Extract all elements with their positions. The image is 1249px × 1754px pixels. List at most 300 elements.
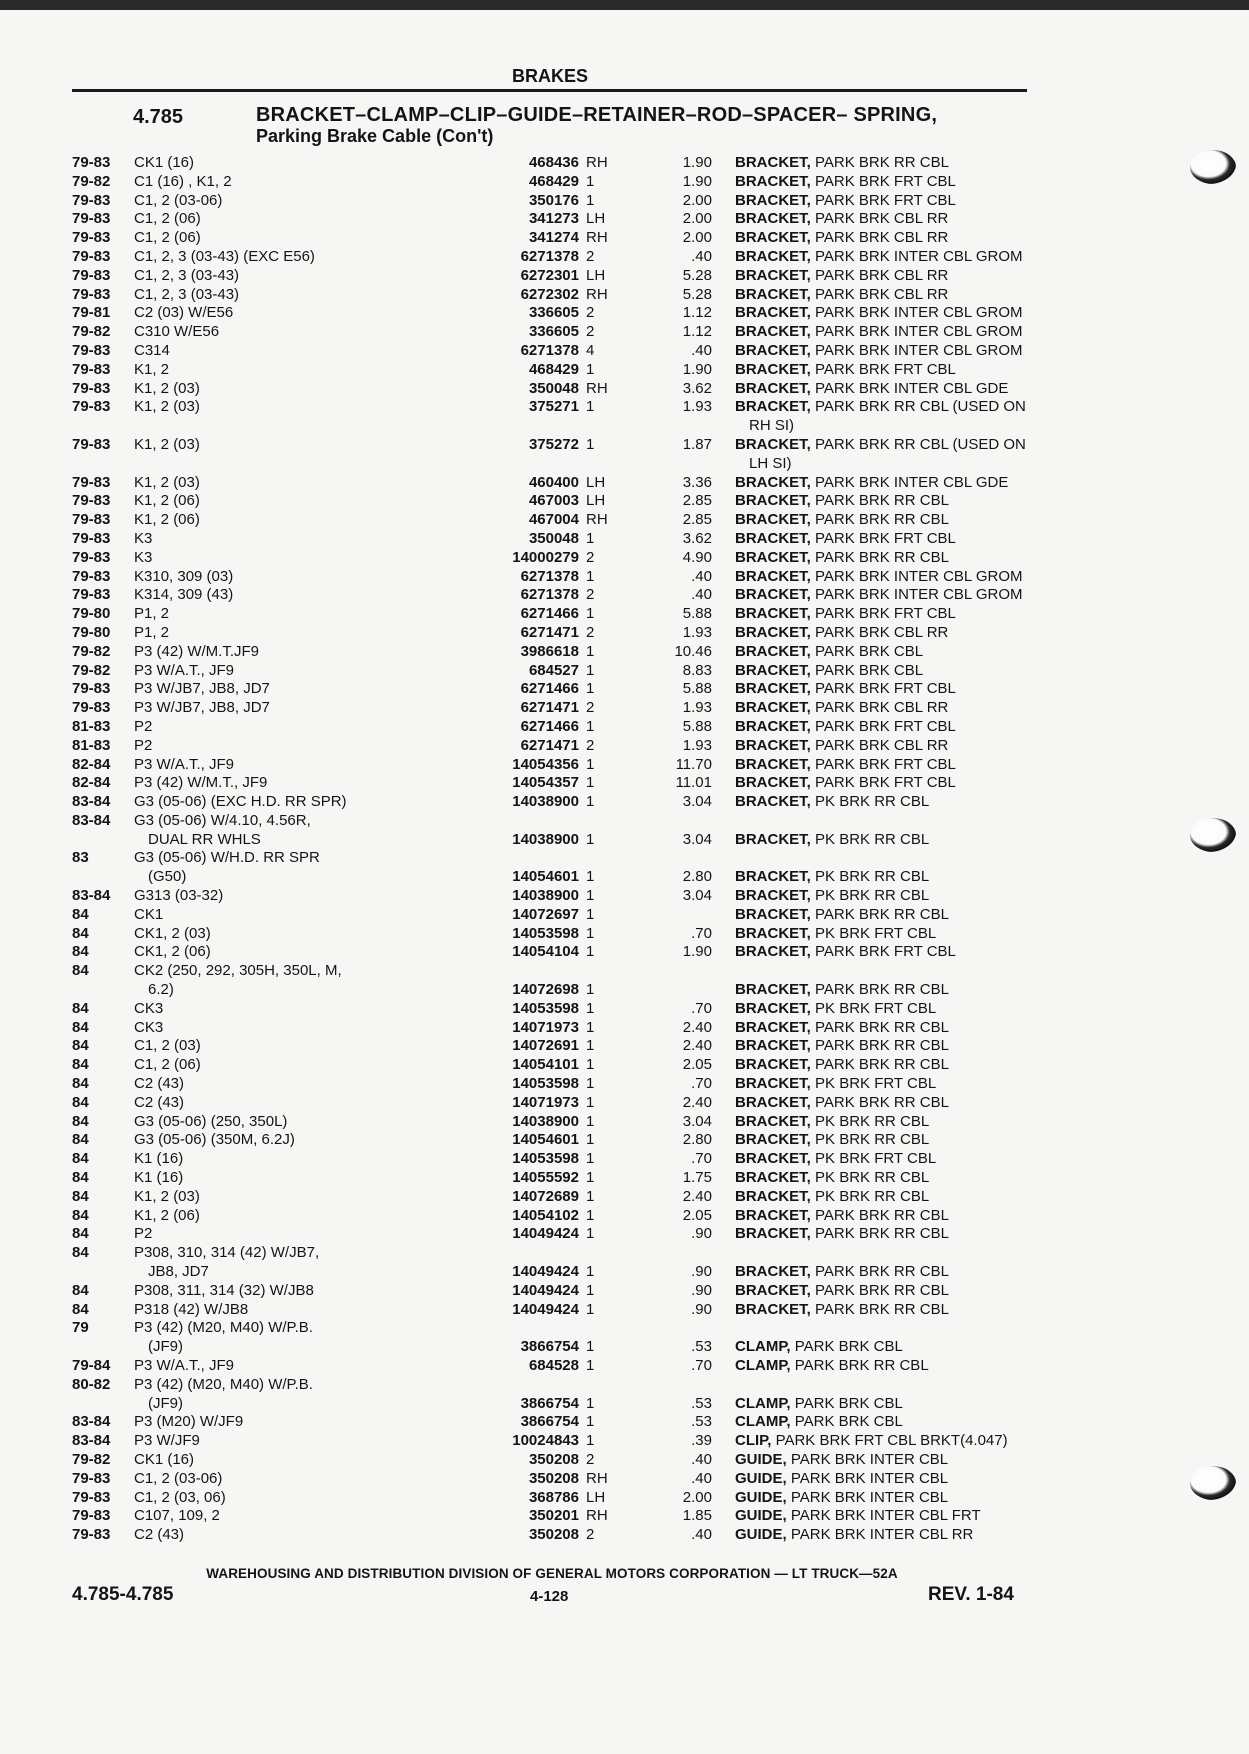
- part-row: [72, 887, 1062, 906]
- part-number: 14053598: [512, 999, 579, 1017]
- part-description: BRACKET, PARK BRK FRT CBL: [735, 172, 956, 190]
- part-number: 6272301: [520, 266, 579, 284]
- quantity: LH: [586, 492, 606, 510]
- part-number: 14038900: [512, 830, 579, 848]
- part-number: 14049424: [512, 1263, 579, 1281]
- part-number: 6271471: [520, 699, 579, 717]
- part-number: 6271471: [520, 623, 579, 641]
- part-number: 3866754: [520, 1338, 579, 1356]
- part-type: BRACKET,: [735, 1056, 811, 1074]
- part-number: 350208: [528, 1450, 579, 1468]
- part-description: BRACKET, PK BRK RR CBL: [735, 1169, 930, 1187]
- price: 2.05: [682, 1056, 712, 1074]
- model-year: 79-83: [72, 266, 111, 284]
- part-description: BRACKET, PARK BRK RR CBL: [735, 905, 949, 923]
- model-applicability: P3 (42) (M20, M40) W/P.B. (JF9): [134, 1375, 313, 1412]
- part-row: [72, 1451, 1062, 1470]
- quantity: RH: [586, 1469, 608, 1487]
- part-row: [72, 1207, 1062, 1226]
- part-row: [72, 210, 1062, 229]
- quantity: 2: [586, 736, 595, 754]
- quantity: 2: [586, 548, 595, 566]
- model-applicability: C2 (43): [134, 1526, 185, 1544]
- part-number: 468429: [528, 360, 579, 378]
- part-number: 375272: [528, 435, 579, 453]
- part-number: 14038900: [512, 1112, 579, 1130]
- part-description: BRACKET, PK BRK RR CBL: [735, 1187, 930, 1205]
- model-applicability: K1, 2 (03): [134, 1187, 200, 1205]
- part-row: [72, 173, 1062, 192]
- part-description: BRACKET, PARK BRK INTER CBL GDE: [735, 473, 1009, 491]
- part-number: 6271378: [520, 567, 579, 585]
- part-row: [72, 380, 1062, 399]
- price: .90: [691, 1281, 712, 1299]
- part-description: BRACKET, PARK BRK RR CBL: [735, 1281, 949, 1299]
- part-number: 350048: [528, 529, 579, 547]
- part-type: BRACKET,: [735, 323, 811, 341]
- quantity: 1: [586, 755, 595, 773]
- price: .53: [691, 1394, 712, 1412]
- part-type: GUIDE,: [735, 1469, 787, 1487]
- part-number: 460400: [528, 473, 579, 491]
- model-applicability: CK2 (250, 292, 305H, 350L, M, 6.2): [134, 962, 342, 999]
- price: 2.00: [682, 229, 712, 247]
- part-number: 6271378: [520, 341, 579, 359]
- model-applicability: CK1 (16): [134, 154, 195, 171]
- model-applicability: G3 (05-06) (250, 350L): [134, 1112, 288, 1130]
- part-number: 14054104: [512, 943, 579, 961]
- part-type: BRACKET,: [735, 1018, 811, 1036]
- price: .40: [691, 1469, 712, 1487]
- quantity: 1: [586, 830, 595, 848]
- model-year: 79-82: [72, 1450, 111, 1468]
- part-row: [72, 718, 1062, 737]
- quantity: 1: [586, 1093, 595, 1111]
- model-year: 84: [72, 1056, 89, 1074]
- model-applicability: K1, 2 (06): [134, 1206, 200, 1224]
- model-year: 81-83: [72, 736, 111, 754]
- quantity: 1: [586, 567, 595, 585]
- part-description: BRACKET, PARK BRK RR CBL: [735, 1018, 949, 1036]
- price: .40: [691, 567, 712, 585]
- part-type: BRACKET,: [735, 1037, 811, 1055]
- price: 5.28: [682, 266, 712, 284]
- part-type: BRACKET,: [735, 981, 811, 999]
- model-year: 84: [72, 1225, 89, 1243]
- model-year: 84: [72, 943, 89, 961]
- model-applicability: C1 (16) , K1, 2: [134, 172, 232, 190]
- part-description: BRACKET, PARK BRK FRT CBL: [735, 774, 956, 792]
- part-type: BRACKET,: [735, 1187, 811, 1205]
- part-number: 14000279: [512, 548, 579, 566]
- part-number: 14054101: [512, 1056, 579, 1074]
- price: .40: [691, 341, 712, 359]
- price: 10.46: [674, 642, 712, 660]
- quantity: 1: [586, 1357, 595, 1374]
- part-row: [72, 304, 1062, 323]
- price: 1.75: [682, 1169, 712, 1187]
- part-row: [72, 1037, 1062, 1056]
- part-number: 350208: [528, 1526, 579, 1544]
- price: .40: [691, 1450, 712, 1468]
- model-year: 84: [72, 1187, 89, 1205]
- model-year: 79-83: [72, 341, 111, 359]
- part-description: BRACKET, PARK BRK CBL RR: [735, 623, 949, 641]
- part-number: 14054102: [512, 1206, 579, 1224]
- part-number: 350048: [528, 379, 579, 397]
- quantity: 1: [586, 1206, 595, 1224]
- model-applicability: K1, 2 (06): [134, 492, 200, 510]
- part-number: 14072691: [512, 1037, 579, 1055]
- part-row: [72, 1301, 1062, 1320]
- part-number: 6271378: [520, 586, 579, 604]
- part-row: [72, 906, 1062, 925]
- part-row: [72, 737, 1062, 756]
- model-applicability: C1, 2 (03): [134, 1037, 201, 1055]
- model-applicability: C1, 2, 3 (03-43): [134, 285, 240, 303]
- model-year: 79-83: [72, 473, 111, 491]
- price: 1.93: [682, 623, 712, 641]
- model-applicability: K1, 2 (03): [134, 398, 200, 416]
- part-row: [72, 1357, 1062, 1376]
- model-applicability: K1, 2 (03): [134, 435, 200, 453]
- price: 2.05: [682, 1206, 712, 1224]
- part-row: [72, 1413, 1062, 1432]
- part-description: BRACKET, PK BRK FRT CBL: [735, 1150, 937, 1168]
- part-row: [72, 492, 1062, 511]
- model-year: 84: [72, 962, 89, 980]
- price: 8.83: [682, 661, 712, 679]
- part-row: [72, 398, 1062, 436]
- part-type: BRACKET,: [735, 1131, 811, 1149]
- part-row: [72, 511, 1062, 530]
- model-year: 84: [72, 1281, 89, 1299]
- model-applicability: C1, 2 (03-06): [134, 191, 223, 209]
- part-row: [72, 1225, 1062, 1244]
- price: 1.85: [682, 1507, 712, 1525]
- model-year: 79-83: [72, 586, 111, 604]
- part-type: GUIDE,: [735, 1450, 787, 1468]
- model-applicability: P3 W/JB7, JB8, JD7: [134, 680, 270, 698]
- quantity: 4: [586, 341, 595, 359]
- quantity: 1: [586, 905, 595, 923]
- part-description: CLAMP, PARK BRK RR CBL: [735, 1357, 929, 1374]
- model-applicability: P3 W/A.T., JF9: [134, 755, 235, 773]
- part-type: BRACKET,: [735, 229, 811, 247]
- part-row: [72, 568, 1062, 587]
- model-year: 84: [72, 1112, 89, 1130]
- part-type: BRACKET,: [735, 623, 811, 641]
- price: 1.90: [682, 360, 712, 378]
- model-year: 79-83: [72, 1507, 111, 1525]
- part-number: 3866754: [520, 1413, 579, 1431]
- part-description: BRACKET, PK BRK RR CBL: [735, 793, 930, 811]
- price: 11.70: [675, 755, 712, 773]
- model-year: 79-83: [72, 247, 111, 265]
- part-type: BRACKET,: [735, 830, 811, 848]
- quantity: 1: [586, 360, 595, 378]
- price: .53: [691, 1338, 712, 1356]
- part-number: 6271466: [520, 605, 579, 623]
- quantity: 1: [586, 1225, 595, 1243]
- price: 1.90: [682, 172, 712, 190]
- part-row: [72, 323, 1062, 342]
- quantity: RH: [586, 511, 608, 529]
- quantity: 1: [586, 981, 595, 999]
- part-description: BRACKET, PARK BRK FRT CBL: [735, 191, 956, 209]
- part-number: 14072698: [512, 981, 579, 999]
- part-type: BRACKET,: [735, 868, 811, 886]
- model-year: 83-84: [72, 887, 111, 905]
- part-type: BRACKET,: [735, 1075, 811, 1093]
- part-type: BRACKET,: [735, 1225, 811, 1243]
- quantity: LH: [586, 266, 606, 284]
- model-applicability: K1 (16): [134, 1169, 184, 1187]
- part-number: 14054357: [512, 774, 579, 792]
- binder-hole: [1190, 150, 1236, 184]
- part-description: BRACKET, PK BRK RR CBL: [735, 887, 930, 905]
- model-year: 79-82: [72, 642, 111, 660]
- part-type: GUIDE,: [735, 1488, 787, 1506]
- quantity: 1: [586, 1300, 595, 1318]
- part-type: GUIDE,: [735, 1526, 787, 1544]
- part-type: BRACKET,: [735, 1112, 811, 1130]
- part-type: BRACKET,: [735, 717, 811, 735]
- model-year: 79-80: [72, 605, 111, 623]
- part-type: BRACKET,: [735, 247, 811, 265]
- part-type: BRACKET,: [735, 492, 811, 510]
- part-row: [72, 1470, 1062, 1489]
- part-type: BRACKET,: [735, 172, 811, 190]
- quantity: 1: [586, 1075, 595, 1093]
- model-year: 79-83: [72, 1526, 111, 1544]
- part-type: CLIP,: [735, 1432, 772, 1450]
- quantity: 1: [586, 529, 595, 547]
- quantity: 1: [586, 793, 595, 811]
- part-type: BRACKET,: [735, 341, 811, 359]
- part-number: 341273: [528, 210, 579, 228]
- quantity: 1: [586, 924, 595, 942]
- price: 3.62: [682, 379, 712, 397]
- model-applicability: G313 (03-32): [134, 887, 224, 905]
- part-row: [72, 1131, 1062, 1150]
- footer-division: WAREHOUSING AND DISTRIBUTION DIVISION OF GENERAL MOTORS CORPORATION — LT TRUCK—52A: [206, 1566, 898, 1581]
- model-applicability: K1 (16): [134, 1150, 184, 1168]
- part-description: BRACKET, PARK BRK INTER CBL GROM: [735, 586, 1023, 604]
- price: .70: [691, 1150, 712, 1168]
- model-year: 84: [72, 905, 89, 923]
- part-description: GUIDE, PARK BRK INTER CBL FRT: [735, 1507, 981, 1525]
- part-type: BRACKET,: [735, 529, 811, 547]
- price: 2.40: [682, 1093, 712, 1111]
- part-row: [72, 925, 1062, 944]
- part-row: [72, 192, 1062, 211]
- part-type: BRACKET,: [735, 1281, 811, 1299]
- model-applicability: P1, 2: [134, 623, 170, 641]
- model-year: 79-81: [72, 304, 111, 322]
- part-type: BRACKET,: [735, 1093, 811, 1111]
- quantity: 1: [586, 1037, 595, 1055]
- part-row: [72, 699, 1062, 718]
- part-type: BRACKET,: [735, 1206, 811, 1224]
- part-description: BRACKET, PK BRK FRT CBL: [735, 999, 937, 1017]
- part-description: BRACKET, PARK BRK RR CBL: [735, 548, 949, 566]
- part-row: [72, 1000, 1062, 1019]
- model-applicability: C2 (03) W/E56: [134, 304, 234, 322]
- quantity: 1: [586, 1263, 595, 1281]
- part-description: BRACKET, PARK BRK RR CBL: [735, 1037, 949, 1055]
- part-number: 14053598: [512, 1075, 579, 1093]
- part-number: 336605: [528, 323, 579, 341]
- model-applicability: CK1: [134, 905, 164, 923]
- part-type: BRACKET,: [735, 511, 811, 529]
- part-description: BRACKET, PARK BRK INTER CBL GDE: [735, 379, 1009, 397]
- part-number: 468436: [528, 154, 579, 171]
- part-row: [72, 342, 1062, 361]
- part-row: [72, 474, 1062, 493]
- part-type: BRACKET,: [735, 661, 811, 679]
- part-description: BRACKET, PARK BRK RR CBL: [735, 511, 949, 529]
- part-description: CLAMP, PARK BRK CBL: [735, 1394, 903, 1412]
- part-number: 3986618: [520, 642, 579, 660]
- part-number: 14071973: [512, 1093, 579, 1111]
- part-description: BRACKET, PARK BRK CBL RR: [735, 699, 949, 717]
- model-applicability: CK1 (16): [134, 1450, 195, 1468]
- part-number: 6271466: [520, 717, 579, 735]
- part-row: [72, 1075, 1062, 1094]
- part-row: [72, 229, 1062, 248]
- quantity: 1: [586, 999, 595, 1017]
- part-number: 375271: [528, 398, 579, 416]
- model-year: 79-82: [72, 172, 111, 190]
- quantity: 1: [586, 1338, 595, 1356]
- part-type: BRACKET,: [735, 435, 811, 453]
- part-number: 684527: [528, 661, 579, 679]
- part-number: 341274: [528, 229, 579, 247]
- model-applicability: C1, 2, 3 (03-43) (EXC E56): [134, 247, 315, 265]
- quantity: 2: [586, 247, 595, 265]
- section-number: 4.785: [133, 106, 184, 128]
- price: 3.62: [682, 529, 712, 547]
- model-applicability: P1, 2: [134, 605, 170, 623]
- quantity: 1: [586, 172, 595, 190]
- part-number: 6272302: [520, 285, 579, 303]
- part-type: BRACKET,: [735, 999, 811, 1017]
- part-row: [72, 361, 1062, 380]
- part-description: BRACKET, PK BRK RR CBL: [735, 1131, 930, 1149]
- model-year: 79-83: [72, 229, 111, 247]
- quantity: 1: [586, 642, 595, 660]
- part-type: GUIDE,: [735, 1507, 787, 1525]
- price: 2.85: [682, 511, 712, 529]
- part-number: 14053598: [512, 924, 579, 942]
- part-description: BRACKET, PK BRK RR CBL: [735, 1112, 930, 1130]
- quantity: 2: [586, 1526, 595, 1544]
- model-applicability: K1, 2 (06): [134, 511, 200, 529]
- price: 2.00: [682, 210, 712, 228]
- model-applicability: K3: [134, 529, 153, 547]
- part-description: BRACKET, PK BRK RR CBL: [735, 830, 930, 848]
- model-applicability: C2 (43): [134, 1093, 185, 1111]
- price: 1.12: [682, 323, 712, 341]
- part-number: 14072697: [512, 905, 579, 923]
- quantity: RH: [586, 154, 608, 171]
- part-description: BRACKET, PARK BRK CBL RR: [735, 266, 949, 284]
- part-number: 14072689: [512, 1187, 579, 1205]
- part-type: BRACKET,: [735, 266, 811, 284]
- price: 1.93: [682, 398, 712, 416]
- part-number: 3866754: [520, 1394, 579, 1412]
- part-row: [72, 1150, 1062, 1169]
- part-number: 10024843: [512, 1432, 579, 1450]
- model-year: 79-83: [72, 435, 111, 453]
- part-description: BRACKET, PARK BRK FRT CBL: [735, 529, 956, 547]
- model-applicability: C1, 2 (03-06): [134, 1469, 223, 1487]
- quantity: RH: [586, 229, 608, 247]
- part-row: [72, 643, 1062, 662]
- model-year: 79-83: [72, 548, 111, 566]
- part-description: CLAMP, PARK BRK CBL: [735, 1413, 903, 1431]
- part-description: BRACKET, PARK BRK RR CBL: [735, 981, 949, 999]
- quantity: LH: [586, 210, 606, 228]
- price: 11.01: [675, 774, 712, 792]
- model-year: 79-83: [72, 699, 111, 717]
- part-type: BRACKET,: [735, 548, 811, 566]
- part-description: BRACKET, PARK BRK RR CBL: [735, 492, 949, 510]
- part-row: [72, 624, 1062, 643]
- part-row: [72, 1094, 1062, 1113]
- model-year: 84: [72, 1037, 89, 1055]
- quantity: 2: [586, 304, 595, 322]
- part-row: [72, 1526, 1062, 1545]
- price: 2.80: [682, 1131, 712, 1149]
- part-number: 467003: [528, 492, 579, 510]
- model-applicability: P3 W/A.T., JF9: [134, 1357, 235, 1374]
- part-number: 14055592: [512, 1169, 579, 1187]
- price: 5.88: [682, 717, 712, 735]
- model-year: 79-83: [72, 511, 111, 529]
- part-row: [72, 793, 1062, 812]
- model-applicability: C107, 109, 2: [134, 1507, 220, 1525]
- part-type: BRACKET,: [735, 1263, 811, 1281]
- model-applicability: C310 W/E56: [134, 323, 220, 341]
- part-row: [72, 154, 1062, 173]
- model-year: 79: [72, 1319, 89, 1337]
- price: .70: [691, 924, 712, 942]
- part-number: 14053598: [512, 1150, 579, 1168]
- quantity: 1: [586, 1131, 595, 1149]
- quantity: 1: [586, 1112, 595, 1130]
- part-description: GUIDE, PARK BRK INTER CBL: [735, 1450, 949, 1468]
- part-number: 336605: [528, 304, 579, 322]
- quantity: 1: [586, 1432, 595, 1450]
- quantity: 1: [586, 717, 595, 735]
- model-applicability: P2: [134, 1225, 153, 1243]
- part-description: BRACKET, PARK BRK INTER CBL GROM: [735, 304, 1023, 322]
- price: 3.36: [682, 473, 712, 491]
- model-applicability: P308, 310, 314 (42) W/JB7, JB8, JD7: [134, 1244, 320, 1281]
- part-description: BRACKET, PARK BRK INTER CBL GROM: [735, 323, 1023, 341]
- part-row: [72, 1019, 1062, 1038]
- part-description: CLAMP, PARK BRK CBL: [735, 1338, 903, 1356]
- model-applicability: CK1, 2 (03): [134, 924, 211, 942]
- model-applicability: G3 (05-06) (EXC H.D. RR SPR): [134, 793, 347, 811]
- model-applicability: C1, 2 (06): [134, 1056, 201, 1074]
- part-number: 6271471: [520, 736, 579, 754]
- model-year: 82-84: [72, 774, 111, 792]
- model-applicability: P3 (42) W/M.T., JF9: [134, 774, 268, 792]
- quantity: 1: [586, 1056, 595, 1074]
